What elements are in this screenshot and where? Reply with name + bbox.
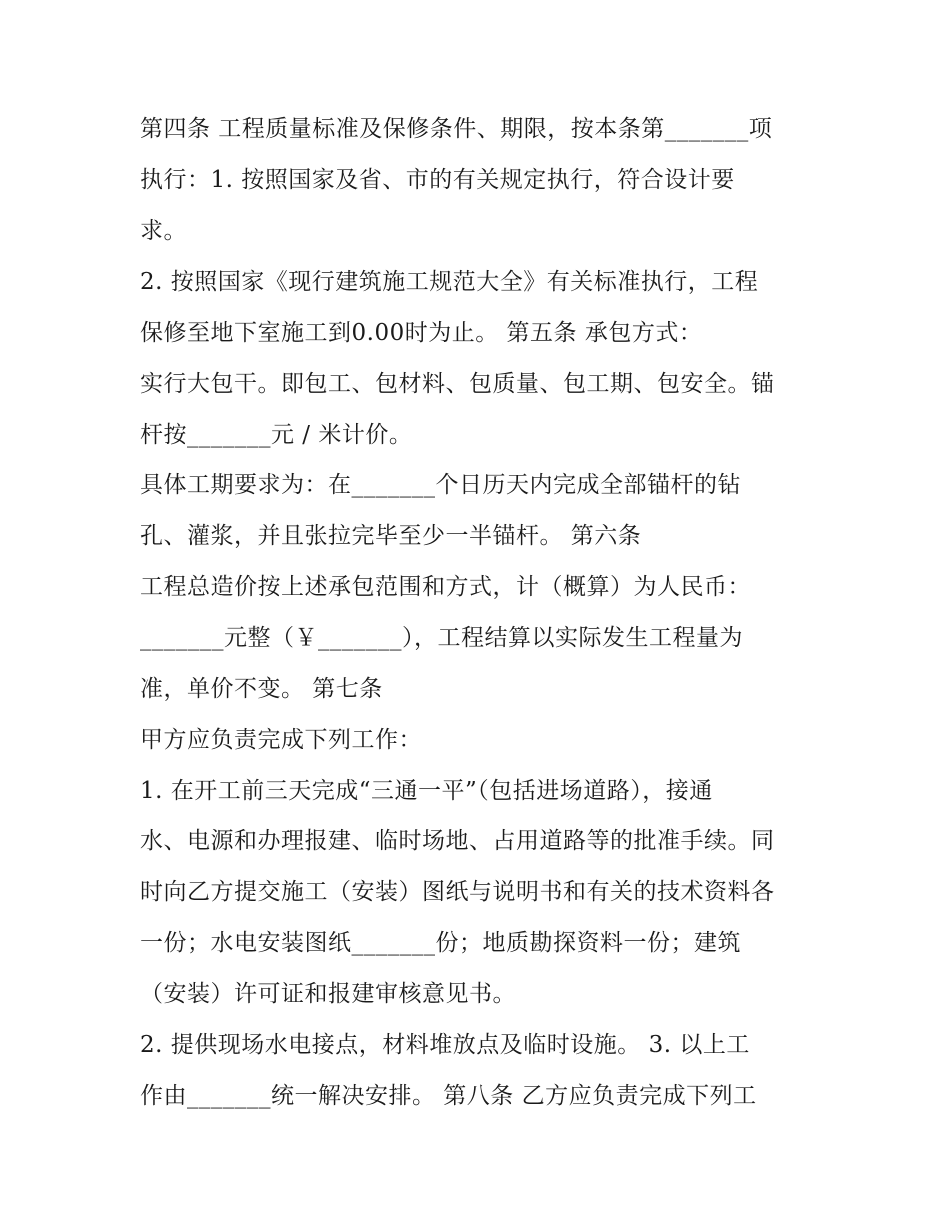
text-line: 甲方应负责完成下列工作： <box>140 727 422 753</box>
text-line: 1. 在开工前三天完成“三通一平”（包括进场道路），接通 <box>140 778 713 804</box>
text-line: 2. 按照国家《现行建筑施工规范大全》有关标准执行，工程 <box>140 269 759 295</box>
text-line: 水、电源和办理报建、临时场地、占用道路等的批准手续。同 <box>140 828 775 854</box>
text-line: 杆按_______元 / 米计价。 <box>140 422 413 448</box>
text-line: （安装）许可证和报建审核意见书。 <box>140 981 516 1007</box>
text-line: 孔、灌浆，并且张拉完毕至少一半锚杆。 第六条 <box>140 523 642 549</box>
text-line: 时向乙方提交施工（安装）图纸与说明书和有关的技术资料各 <box>140 879 775 905</box>
text-line: 作由_______统一解决安排。 第八条 乙方应负责完成下列工 <box>140 1083 757 1109</box>
text-line: 具体工期要求为：在_______个日历天内完成全部锚杆的钻 <box>140 472 741 498</box>
text-line: 一份；水电安装图纸_______份；地质勘探资料一份；建筑 <box>140 930 741 956</box>
text-line: 执行：1. 按照国家及省、市的有关规定执行，符合设计要 <box>140 167 735 193</box>
text-line: 第四条 工程质量标准及保修条件、期限，按本条第_______项 <box>140 116 773 142</box>
text-line: _______元整（￥_______），工程结算以实际发生工程量为 <box>140 625 743 651</box>
text-line: 求。 <box>140 218 187 244</box>
text-line: 准，单价不变。 第七条 <box>140 676 383 702</box>
text-line: 2. 提供现场水电接点，材料堆放点及临时设施。 3. 以上工 <box>140 1032 750 1058</box>
text-line: 工程总造价按上述承包范围和方式，计（概算）为人民币： <box>140 574 751 600</box>
text-line: 保修至地下室施工到0.00时为止。 第五条 承包方式： <box>140 320 703 346</box>
text-line: 实行大包干。即包工、包材料、包质量、包工期、包安全。锚 <box>140 371 775 397</box>
